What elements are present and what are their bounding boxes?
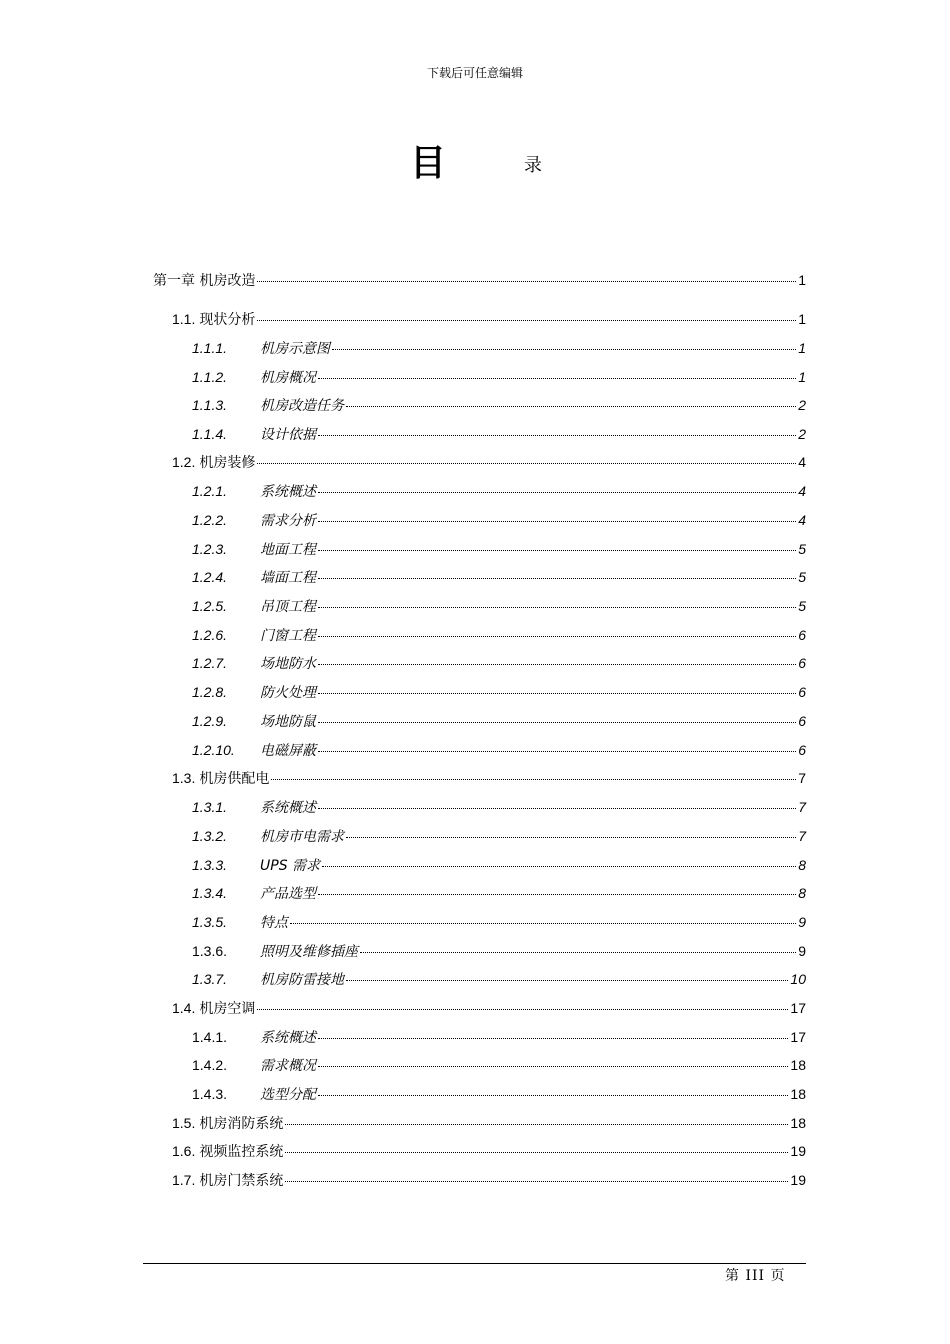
toc-entry[interactable] bbox=[192, 424, 806, 444]
toc-entry-label: 产品选型 bbox=[260, 886, 316, 902]
toc-entry-label: 现状分析 bbox=[199, 312, 256, 328]
toc-entry-label: 机房市电需求 bbox=[260, 829, 344, 845]
toc-entry[interactable] bbox=[172, 452, 806, 472]
toc-entry-label: 系统概述 bbox=[260, 800, 316, 816]
toc-entry-number: 1.1. bbox=[172, 311, 196, 327]
toc-entry-label: 需求分析 bbox=[260, 513, 316, 529]
toc-entry-page: 8 bbox=[798, 885, 806, 901]
toc-entry-number: 1.1.4. bbox=[192, 426, 228, 442]
toc-leader-dots bbox=[257, 320, 796, 321]
toc-leader-dots bbox=[318, 550, 796, 551]
toc-entry-label: 场地防水 bbox=[260, 656, 316, 672]
toc-entry-label: 系统概述 bbox=[260, 1030, 316, 1046]
toc-entry-page: 9 bbox=[798, 914, 806, 930]
toc-leader-dots bbox=[318, 578, 796, 579]
toc-entry-label: 视频监控系统 bbox=[199, 1144, 284, 1160]
toc-entry[interactable] bbox=[192, 1084, 806, 1104]
toc-entry-page: 1 bbox=[798, 340, 806, 356]
toc-entry[interactable] bbox=[192, 941, 806, 961]
toc-entry-number: 1.2.8. bbox=[192, 684, 228, 700]
toc-leader-dots bbox=[290, 923, 796, 924]
toc-entry-page: 19 bbox=[790, 1143, 806, 1159]
toc-entry-label: 墙面工程 bbox=[260, 570, 316, 586]
toc-entry-page: 17 bbox=[790, 1029, 806, 1045]
toc-entry-number: 1.2.9. bbox=[192, 713, 228, 729]
toc-entry-label: 机房门禁系统 bbox=[199, 1173, 284, 1189]
toc-entry-label: 第一章 机房改造 bbox=[153, 273, 256, 289]
toc-leader-dots bbox=[346, 980, 788, 981]
toc-entry[interactable] bbox=[172, 1141, 806, 1161]
toc-entry[interactable] bbox=[192, 711, 806, 731]
toc-entry-number: 1.3.5. bbox=[192, 914, 228, 930]
toc-entry-number: 1.4.3. bbox=[192, 1086, 228, 1102]
toc-entry-page: 17 bbox=[790, 1000, 806, 1016]
toc-title-secondary: 录 bbox=[524, 155, 542, 176]
toc-entry-number: 1.4. bbox=[172, 1000, 196, 1016]
toc-entry-page: 18 bbox=[790, 1086, 806, 1102]
toc-entry-number: 1.4.2. bbox=[192, 1057, 228, 1073]
toc-entry-label: 设计依据 bbox=[260, 427, 316, 443]
toc-entry-page: 4 bbox=[798, 454, 806, 470]
toc-leader-dots bbox=[318, 435, 796, 436]
toc-entry-label: 选型分配 bbox=[260, 1087, 316, 1103]
toc-entry[interactable] bbox=[192, 338, 806, 358]
toc-entry-page: 1 bbox=[798, 272, 806, 288]
toc-entry-number: 1.3.4. bbox=[192, 885, 228, 901]
footer-divider bbox=[143, 1263, 806, 1264]
toc-leader-dots bbox=[360, 952, 796, 953]
toc-entry-page: 19 bbox=[790, 1172, 806, 1188]
toc-entry-number: 1.2.7. bbox=[192, 655, 228, 671]
toc-entry-label: 场地防鼠 bbox=[260, 714, 316, 730]
toc-entry-label: 机房空调 bbox=[199, 1001, 256, 1017]
toc-entry-number: 1.4.1. bbox=[192, 1029, 228, 1045]
toc-entry-page: 1 bbox=[798, 369, 806, 385]
toc-entry-label: 机房概况 bbox=[260, 370, 316, 386]
toc-entry-number: 1.6. bbox=[172, 1143, 196, 1159]
toc-entry[interactable] bbox=[172, 309, 806, 329]
toc-entry-number: 1.3.7. bbox=[192, 971, 228, 987]
toc-entry-page: 6 bbox=[798, 713, 806, 729]
toc-entry-number: 1.3.1. bbox=[192, 799, 228, 815]
toc-title bbox=[0, 135, 950, 184]
toc-entry-number: 1.2.6. bbox=[192, 627, 228, 643]
toc-entry-page: 1 bbox=[798, 311, 806, 327]
toc-entry-page: 2 bbox=[798, 426, 806, 442]
toc-entry[interactable] bbox=[192, 625, 806, 645]
toc-leader-dots bbox=[318, 693, 796, 694]
toc-entry-page: 18 bbox=[790, 1057, 806, 1073]
toc-entry-number: 1.1.3. bbox=[192, 397, 228, 413]
toc-entry-page: 2 bbox=[798, 397, 806, 413]
toc-entry-label: 系统概述 bbox=[260, 484, 316, 500]
toc-entry-label: UPS 需求 bbox=[260, 858, 321, 874]
toc-entry-page: 4 bbox=[798, 483, 806, 499]
toc-leader-dots bbox=[318, 1066, 788, 1067]
toc-entry[interactable] bbox=[192, 682, 806, 702]
toc-leader-dots bbox=[332, 349, 796, 350]
toc-entry-label: 照明及维修插座 bbox=[260, 944, 358, 960]
toc-entry-label: 机房防雷接地 bbox=[260, 972, 344, 988]
toc-entry-page: 7 bbox=[798, 828, 806, 844]
toc-entry-number: 1.2. bbox=[172, 454, 196, 470]
toc-entry-page: 7 bbox=[798, 799, 806, 815]
toc-entry[interactable] bbox=[192, 481, 806, 501]
toc-leader-dots bbox=[285, 1181, 788, 1182]
toc-entry[interactable] bbox=[192, 567, 806, 587]
toc-entry-page: 18 bbox=[790, 1115, 806, 1131]
toc-entry-number: 1.2.5. bbox=[192, 598, 228, 614]
toc-leader-dots bbox=[318, 1038, 788, 1039]
toc-entry-label: 吊顶工程 bbox=[260, 599, 316, 615]
toc-leader-dots bbox=[271, 779, 796, 780]
page-header: 下载后可任意编辑 bbox=[426, 66, 523, 80]
toc-leader-dots bbox=[285, 1152, 788, 1153]
toc-entry-label: 机房示意图 bbox=[260, 341, 330, 357]
toc-leader-dots bbox=[318, 607, 796, 608]
toc-entry[interactable] bbox=[172, 1170, 806, 1190]
toc-entry[interactable] bbox=[192, 596, 806, 616]
toc-leader-dots bbox=[285, 1124, 788, 1125]
toc-entry[interactable] bbox=[192, 855, 806, 875]
toc-entry[interactable] bbox=[153, 270, 806, 290]
toc-entry[interactable] bbox=[172, 998, 806, 1018]
toc-entry[interactable] bbox=[172, 768, 806, 788]
toc-entry-page: 6 bbox=[798, 627, 806, 643]
toc-entry-number: 1.3.2. bbox=[192, 828, 228, 844]
toc-leader-dots bbox=[318, 808, 796, 809]
toc-leader-dots bbox=[346, 406, 796, 407]
toc-entry-page: 5 bbox=[798, 598, 806, 614]
toc-entry[interactable] bbox=[192, 740, 806, 760]
toc-leader-dots bbox=[257, 1009, 788, 1010]
toc-leader-dots bbox=[346, 837, 796, 838]
toc-leader-dots bbox=[318, 521, 796, 522]
toc-leader-dots bbox=[318, 751, 796, 752]
toc-entry[interactable] bbox=[192, 653, 806, 673]
toc-entry[interactable] bbox=[192, 912, 806, 932]
toc-entry[interactable] bbox=[192, 969, 806, 989]
toc-entry-page: 10 bbox=[790, 971, 806, 987]
toc-entry-page: 4 bbox=[798, 512, 806, 528]
toc-entry[interactable] bbox=[192, 539, 806, 559]
toc-entry[interactable] bbox=[192, 883, 806, 903]
toc-entry-label: 机房消防系统 bbox=[199, 1116, 284, 1132]
toc-leader-dots bbox=[318, 722, 796, 723]
toc-entry-page: 6 bbox=[798, 655, 806, 671]
toc-entry-label: 防火处理 bbox=[260, 685, 316, 701]
toc-entry-label: 需求概况 bbox=[260, 1058, 316, 1074]
toc-entry-label: 机房装修 bbox=[199, 455, 256, 471]
toc-leader-dots bbox=[318, 664, 796, 665]
toc-leader-dots bbox=[257, 463, 796, 464]
toc-leader-dots bbox=[318, 894, 796, 895]
toc-leader-dots bbox=[318, 1095, 788, 1096]
toc-entry-page: 7 bbox=[798, 770, 806, 786]
toc-entry[interactable] bbox=[192, 1055, 806, 1075]
toc-entry-number: 1.3.3. bbox=[192, 857, 228, 873]
toc-title-main: 目 bbox=[410, 143, 447, 184]
toc-entry[interactable] bbox=[192, 826, 806, 846]
toc-leader-dots bbox=[318, 636, 796, 637]
toc-entry[interactable] bbox=[192, 797, 806, 817]
toc-entry-number: 1.1.2. bbox=[192, 369, 228, 385]
toc-entry-number: 1.2.10. bbox=[192, 742, 235, 758]
toc-entry-page: 5 bbox=[798, 569, 806, 585]
toc-entry-number: 1.2.3. bbox=[192, 541, 228, 557]
toc-entry[interactable] bbox=[192, 367, 806, 387]
toc-entry-page: 6 bbox=[798, 684, 806, 700]
toc-entry-number: 1.5. bbox=[172, 1115, 196, 1131]
toc-entry-page: 9 bbox=[798, 943, 806, 959]
toc-entry-label: 电磁屏蔽 bbox=[260, 743, 316, 759]
toc-leader-dots bbox=[257, 281, 796, 282]
toc-entry-number: 1.2.2. bbox=[192, 512, 228, 528]
toc-entry[interactable] bbox=[192, 510, 806, 530]
toc-entry[interactable] bbox=[192, 1027, 806, 1047]
toc-entry-number: 1.3. bbox=[172, 770, 196, 786]
toc-entry[interactable] bbox=[192, 395, 806, 415]
toc-entry-label: 特点 bbox=[260, 915, 288, 931]
toc-leader-dots bbox=[318, 492, 796, 493]
page-footer: 第 III 页 bbox=[725, 1268, 786, 1284]
toc-leader-dots bbox=[322, 866, 796, 867]
toc-entry-label: 门窗工程 bbox=[260, 628, 316, 644]
toc-entry[interactable] bbox=[172, 1113, 806, 1133]
toc-entry-label: 机房供配电 bbox=[199, 771, 270, 787]
toc-entry-page: 5 bbox=[798, 541, 806, 557]
toc-entry-number: 1.1.1. bbox=[192, 340, 228, 356]
toc-entry-number: 1.2.4. bbox=[192, 569, 228, 585]
toc-entry-page: 6 bbox=[798, 742, 806, 758]
toc-entry-number: 1.7. bbox=[172, 1172, 196, 1188]
toc-entry-label: 机房改造任务 bbox=[260, 398, 344, 414]
toc-entry-number: 1.3.6. bbox=[192, 943, 228, 959]
toc-entry-page: 8 bbox=[798, 857, 806, 873]
toc-entry-number: 1.2.1. bbox=[192, 483, 228, 499]
toc-entry-label: 地面工程 bbox=[260, 542, 316, 558]
toc-leader-dots bbox=[318, 378, 796, 379]
